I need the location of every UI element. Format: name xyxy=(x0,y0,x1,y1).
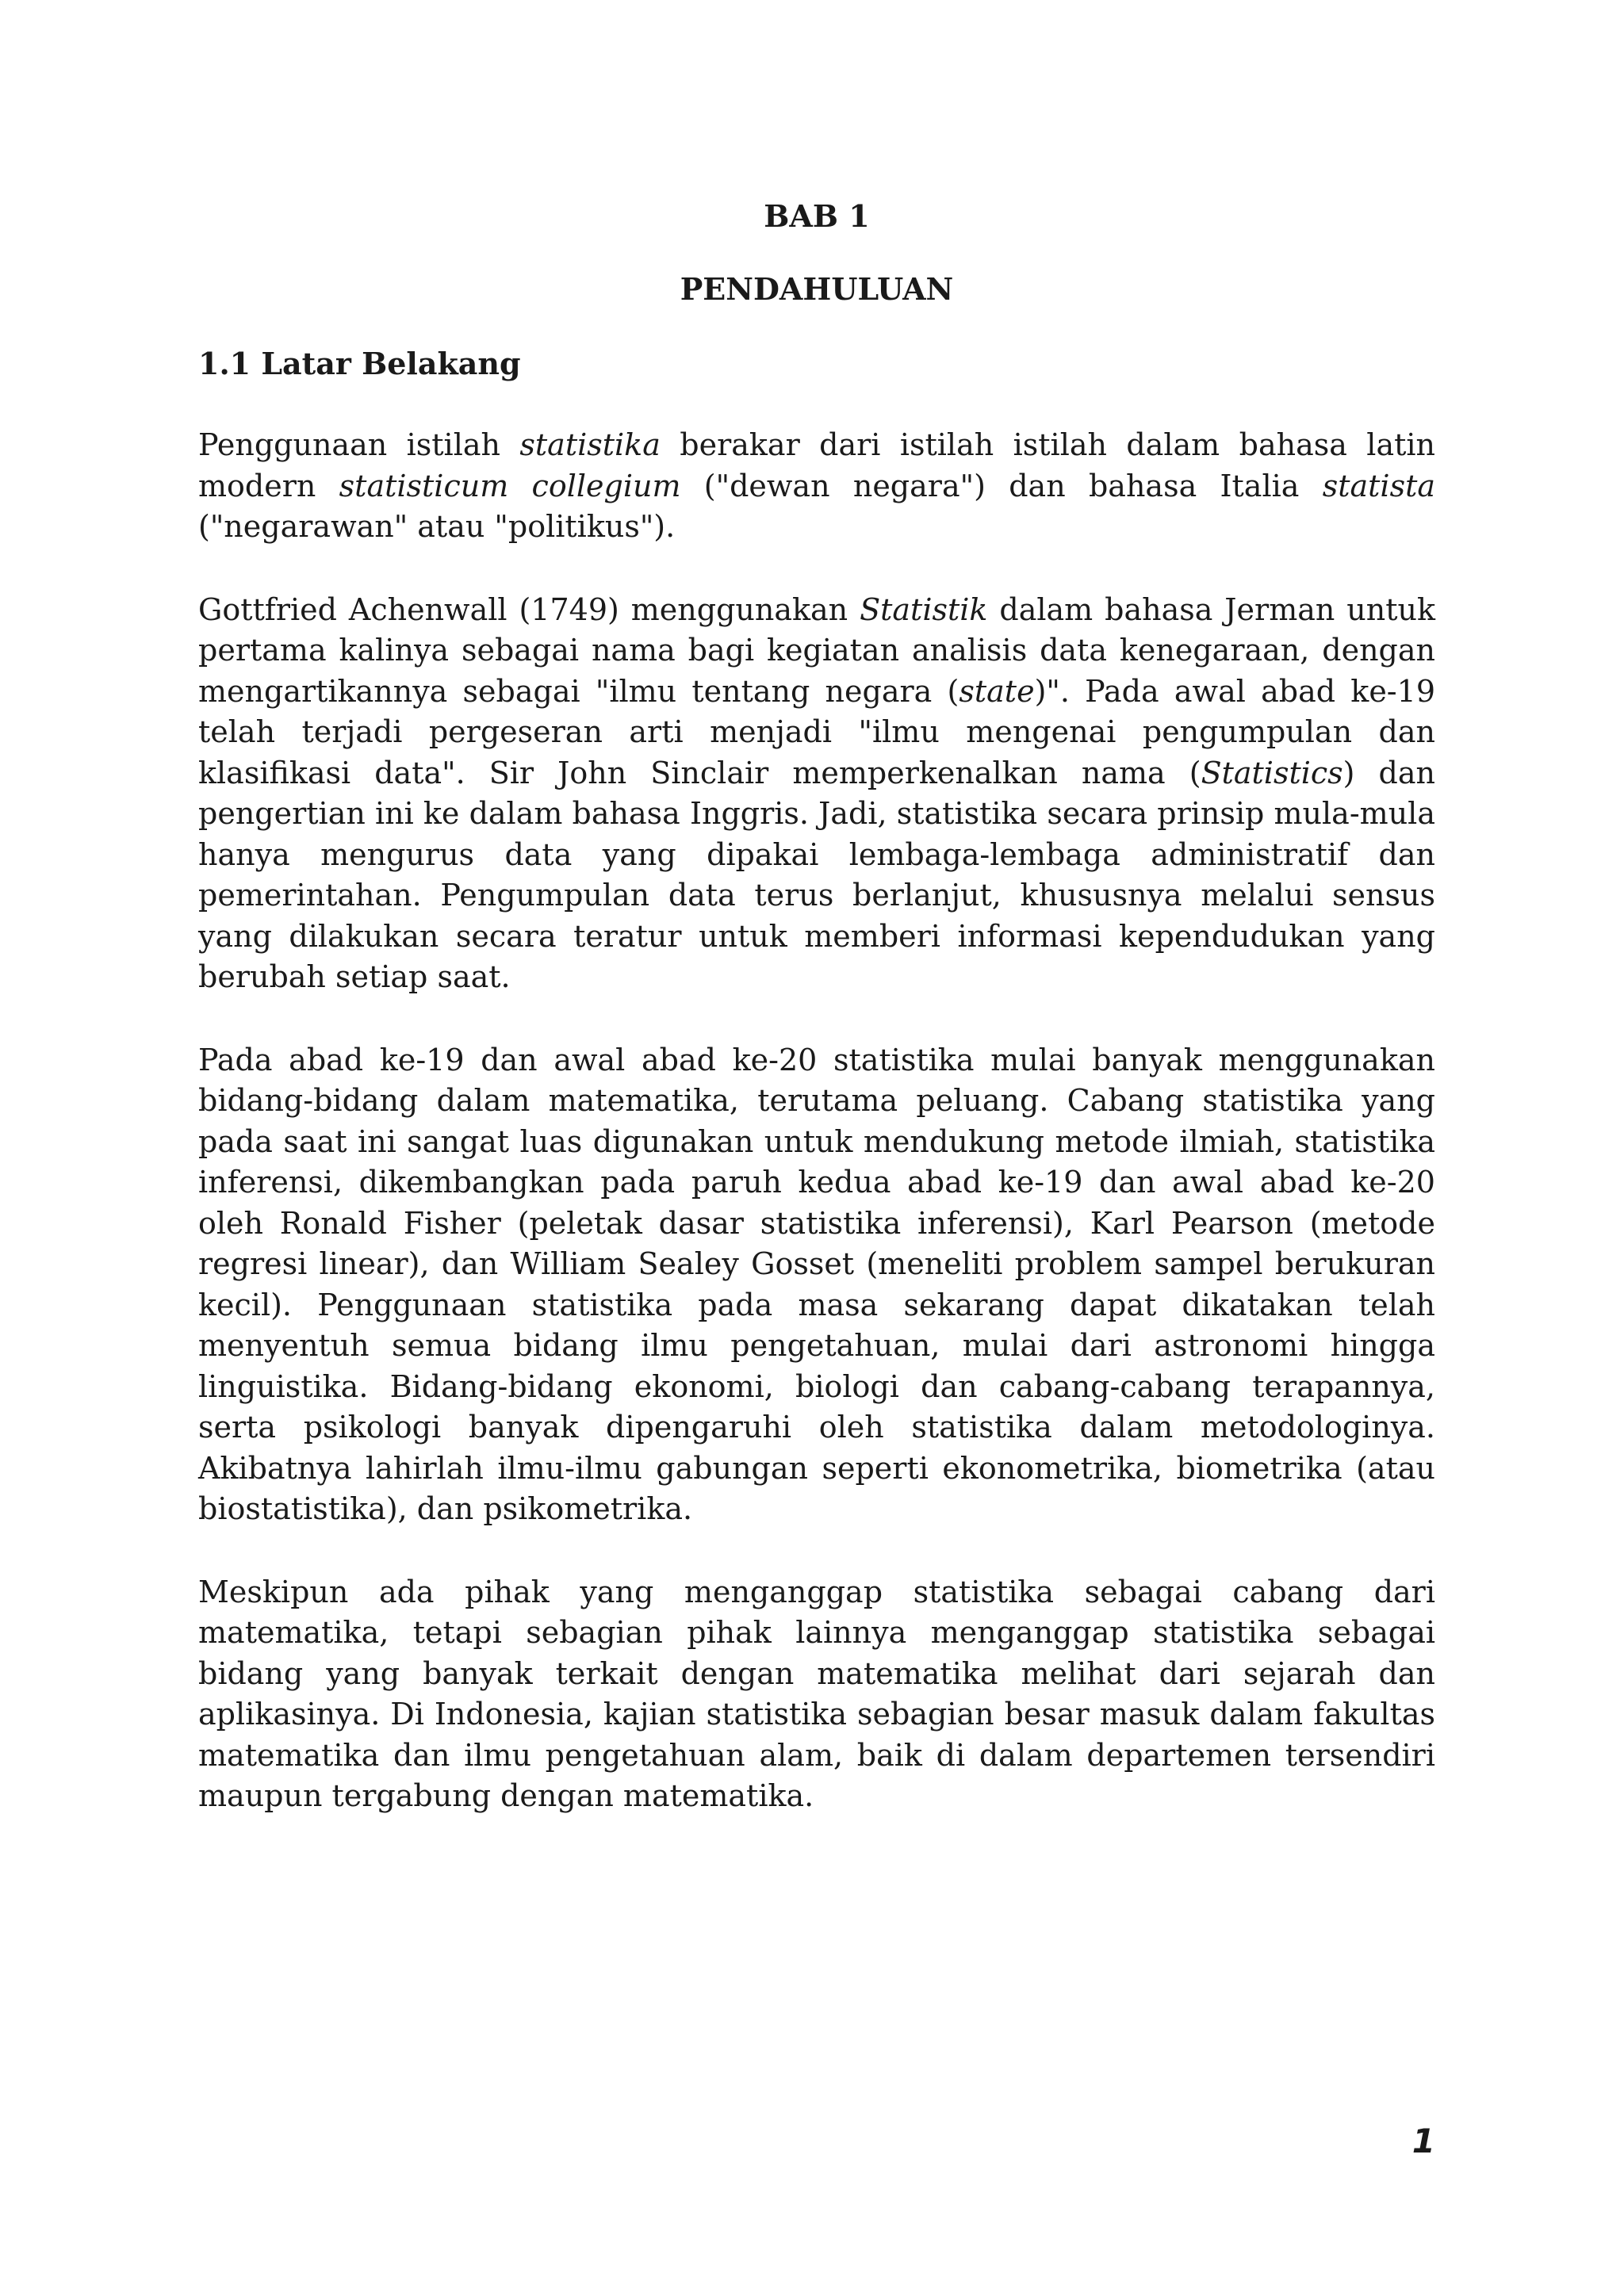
italic-term: Statistics xyxy=(1201,755,1343,790)
chapter-label: BAB 1 xyxy=(764,198,870,234)
section-heading: 1.1 Latar Belakang xyxy=(198,346,521,381)
text-segment: ("dewan negara") dan bahasa Italia xyxy=(680,468,1323,503)
body-text xyxy=(198,425,1435,1859)
italic-term: state xyxy=(959,673,1035,709)
text-segment: )". Pada awal abad ke-19 telah terjadi pergeseran arti menjadi "ilmu mengenai pengumpulan dan klasifikasi data". Sir John Sinclair memperkenalkan nama ( xyxy=(198,673,1435,790)
text-segment: dalam bahasa Jerman untuk pertama kalinya sebagai nama bagi kegiatan analisis data kenegaraan, dengan mengartikannya sebagai "ilmu tentang negara ( xyxy=(198,591,1435,709)
text-segment: ) dan pengertian ini ke dalam bahasa Inggris. Jadi, statistika secara prinsip mula-mula hanya mengurus data yang dipakai lembaga-lembaga administratif dan pemerintahan. Pengumpulan data terus berlanjut, khususnya melalui sensus yang dilakukan secara teratur untuk memberi informasi kependudukan yang berubah setiap saat. xyxy=(198,755,1435,994)
page-number: 1 xyxy=(1411,2122,1435,2160)
italic-term: statistika xyxy=(519,427,661,462)
text-segment: ("negarawan" atau "politikus"). xyxy=(198,509,676,544)
paragraph-1 xyxy=(198,425,1435,548)
paragraph-2 xyxy=(198,590,1435,998)
text-segment: berakar dari istilah istilah dalam bahasa latin modern xyxy=(198,427,1435,503)
paragraph-3 xyxy=(198,1040,1435,1530)
text-segment: Penggunaan istilah xyxy=(198,427,520,462)
italic-term: statista xyxy=(1322,468,1435,503)
paragraph-4 xyxy=(198,1572,1435,1817)
italic-term: Statistik xyxy=(860,591,988,627)
text-segment: Pada abad ke-19 dan awal abad ke-20 statistika mulai banyak menggunakan bidang-bidang dalam matematika, terutama peluang. Cabang statistika yang pada saat ini sangat luas digunakan untuk mendukung metode ilmiah, statistika inferensi, dikembangkan pada paruh kedua abad ke-19 dan awal abad ke-20 oleh Ronald Fisher (peletak dasar statistika inferensi), Karl Pearson (metode regresi linear), dan William Sealey Gosset (meneliti problem sampel berukuran kecil). Penggunaan statistika pada masa sekarang dapat dikatakan telah menyentuh semua bidang ilmu pengetahuan, mulai dari astronomi hingga linguistika. Bidang-bidang ekonomi, biologi dan cabang-cabang terapannya, serta psikologi banyak dipengaruhi oleh statistika dalam metodologinya. Akibatnya lahirlah ilmu-ilmu gabungan seperti ekonometrika, biometrika (atau biostatistika), dan psikometrika. xyxy=(198,1042,1435,1526)
text-segment: Gottfried Achenwall (1749) menggunakan xyxy=(198,591,860,627)
text-segment: Meskipun ada pihak yang menganggap statistika sebagai cabang dari matematika, tetapi sebagian pihak lainnya menganggap statistika sebagai bidang yang banyak terkait dengan matematika melihat dari sejarah dan aplikasinya. Di Indonesia, kajian statistika sebagian besar masuk dalam fakultas matematika dan ilmu pengetahuan alam, baik di dalam departemen tersendiri maupun tergabung dengan matematika. xyxy=(198,1574,1435,1813)
chapter-title: PENDAHULUAN xyxy=(680,271,954,307)
italic-term: statisticum collegium xyxy=(339,468,681,503)
